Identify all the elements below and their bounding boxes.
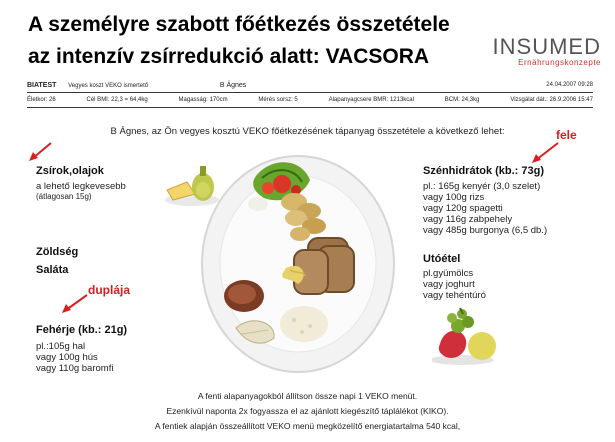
stats-row [27, 97, 593, 103]
stat-height: Magasság: 170cm [178, 97, 228, 103]
footer-line-1: A fenti alapanyagokból állítson össze napi 1 VEKO menüt. [197, 391, 418, 401]
person-name: B Ágnes [219, 82, 247, 89]
protein-line-1: pl.:105g hal [36, 341, 86, 352]
carbs-line-5: vagy 485g burgonya (6,5 db.) [423, 225, 548, 236]
annotation-fele: fele [556, 128, 577, 142]
dessert-line-3: vagy tehéntúró [423, 290, 486, 301]
protein-line-3: vagy 110g baromfi [36, 363, 114, 374]
carbs-line-4: vagy 116g zabpehely [423, 214, 513, 225]
carbs-line-3: vagy 120g spagetti [423, 203, 503, 214]
dessert-line-1: pl.gyümölcs [423, 268, 474, 279]
stat-measure: Mérés sorsz: 5 [258, 97, 298, 103]
vegetables-sub: Saláta [36, 264, 69, 276]
vegetables-heading: Zöldség [36, 246, 79, 258]
brand-tagline: Ernährungskonzepte [518, 58, 601, 67]
fats-amount: a lehető legkevesebb [36, 181, 126, 192]
footer-line-2: Ezenkívül naponta 2x fogyassza el az ajánlott kiegészítő táplálékot (KIKO). [166, 406, 449, 416]
carbs-line-1: pl.: 165g kenyér (3,0 szelet) [423, 181, 541, 192]
arrow-to-fats-icon [26, 140, 54, 164]
fruit-image [432, 306, 502, 366]
brand-name: INSUMED [492, 34, 601, 59]
fats-heading: Zsírok,olajok [36, 165, 104, 177]
footer-line-3: A fentiek alapján összeállított VEKO menü megközelítő energiatartalma 540 kcal, [154, 421, 461, 431]
stat-bmi: Cél BMI: 22,3 = 64,4kg [86, 97, 148, 103]
report-header [27, 82, 593, 89]
report-datetime: 24.04.2007 09:28 [546, 82, 593, 88]
brand-logo [493, 34, 601, 67]
title-line-2: az intenzív zsírredukció alatt: VACSORA [28, 45, 430, 68]
protein-line-2: vagy 100g hús [36, 352, 98, 363]
stat-exam-date: Vizsgálat dát.: 26.9.2006 15:47 [510, 97, 593, 103]
stat-bcm: BCM: 24,3kg [444, 97, 480, 103]
stats-divider [27, 107, 593, 108]
title-line-1: A személyre szabott főétkezés összetétele [28, 13, 450, 36]
intro-text: B Ágnes, az Ön vegyes kosztú VEKO főétkezésének tápanyag összetétele a következő lehet: [110, 126, 505, 137]
carbs-line-2: vagy 100g rizs [423, 192, 485, 203]
annotation-duplaja: duplája [88, 283, 131, 297]
stat-age: Életkor: 26 [27, 97, 56, 103]
stat-bmr: Alapanyagcsere BMR: 1213kcal [328, 97, 414, 103]
carbs-heading: Szénhidrátok (kb.: 73g) [423, 165, 545, 177]
dessert-heading: Utóétel [423, 253, 461, 265]
dinner-plate-image [198, 150, 398, 376]
dessert-line-2: vagy joghurt [423, 279, 475, 290]
arrow-to-protein-icon [58, 292, 90, 316]
fats-average: (átlagosan 15g) [36, 192, 92, 201]
header-divider [27, 92, 593, 93]
arrow-to-carbs-icon [528, 140, 562, 166]
biatest-logo: BIATEST [27, 82, 57, 89]
report-name: Vegyes koszt VEKO ismertető [68, 83, 149, 89]
protein-heading: Fehérje (kb.: 21g) [36, 324, 128, 336]
